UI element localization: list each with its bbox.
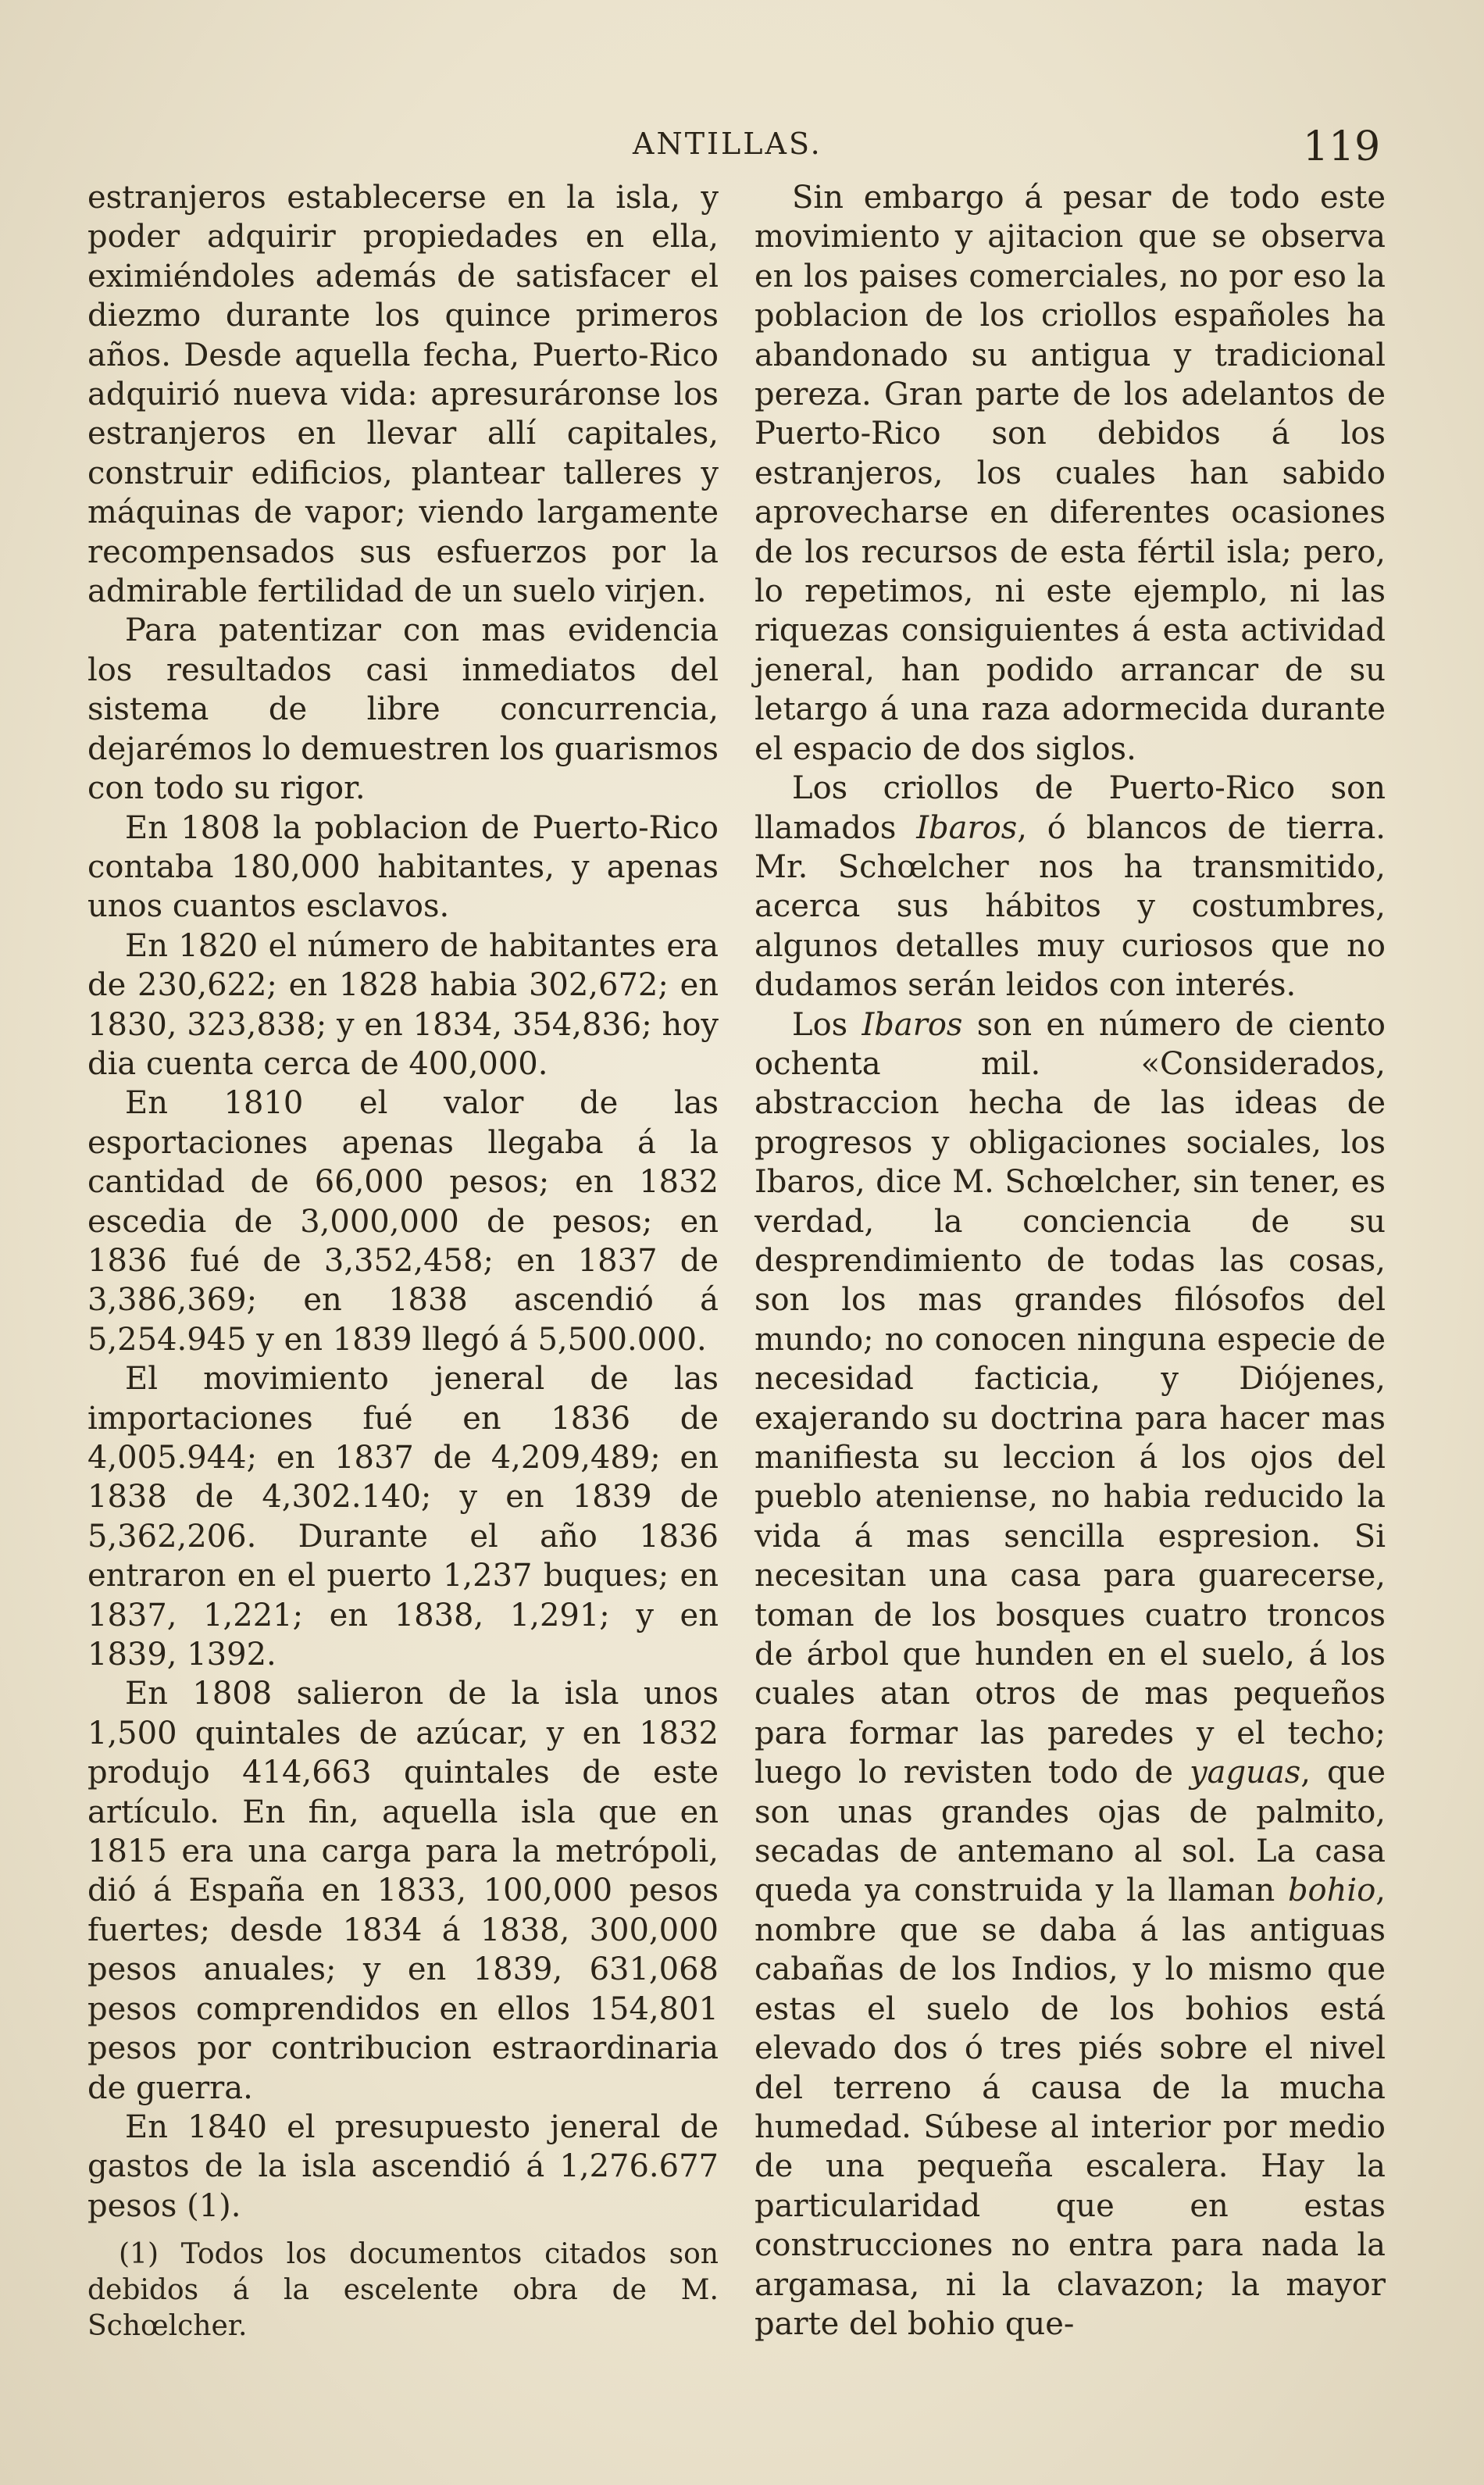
italic-term: yaguas <box>1190 1755 1301 1791</box>
left-column <box>87 178 719 2344</box>
paragraph: estranjeros establecerse en la isla, y poder adquirir propiedades en ella, eximiéndoles además de satisfacer el diezmo durante los quince primeros años. Desde aquella fecha, Puerto-Rico adquirió nueva vida: apresuráronse los estranjeros en llevar allí capitales, construir edificios, plantear talleres y máquinas de vapor; viendo largamente recompensados sus esfuerzos por la admirable fertilidad de un suelo virjen. <box>87 180 719 610</box>
text-run: , nombre que se daba á las antiguas cabañas de los Indios, y lo mismo que estas el suelo de los bohios está elevado dos ó tres piés sobre el nivel del terreno á causa de la mucha humedad. Súbese al interior por medio de una pequeña escalera. Hay la particularidad que en estas construcciones no entra para nada la argamasa, ni la clavazon; la mayor parte del bohio que- <box>754 1873 1386 2342</box>
text-run: Los criollos de Puerto-Rico son llamados <box>754 770 1386 846</box>
paragraph: En 1808 la poblacion de Puerto-Rico contaba 180,000 habitantes, y apenas unos cuantos esclavos. <box>87 809 719 925</box>
italic-term: Ibaros <box>916 809 1018 846</box>
paragraph: Sin embargo á pesar de todo este movimiento y ajitacion que se observa en los paises comerciales, no por eso la poblacion de los criollos españoles ha abandonado su antigua y tradicional pereza. Gran parte de los adelantos de Puerto-Rico son debidos á los estranjeros, los cuales han sabido aprovecharse en diferentes ocasiones de los recursos de esta fértil isla; pero, lo repetimos, ni este ejemplo, ni las riquezas consiguientes á esta actividad jeneral, han podido arrancar de su letargo á una raza adormecida durante el espacio de dos siglos. <box>754 180 1386 767</box>
text-run: , ó blancos de tierra. Mr. Schœlcher nos ha transmitido, acerca sus hábitos y costumbres, algunos detalles muy curiosos que no dudamos serán leidos con interés. <box>754 809 1386 1004</box>
running-title: ANTILLAS. <box>633 127 822 161</box>
paragraph: El movimiento jeneral de las importaciones fué en 1836 de 4,005.944; en 1837 de 4,209,489; en 1838 de 4,302.140; y en 1839 de 5,362,206. Durante el año 1836 entraron en el puerto 1,237 buques; en 1837, 1,221; en 1838, 1,291; y en 1839, 1392. <box>87 1361 719 1673</box>
italic-term: Ibaros <box>862 1006 963 1043</box>
paragraph: Para patentizar con mas evidencia los resultados casi inmediatos del sistema de libre concurrencia, dejarémos lo demuestren los guarismos con todo su rigor. <box>87 612 719 807</box>
right-column <box>754 178 1386 2344</box>
running-header <box>0 123 1484 170</box>
page-number: 119 <box>1303 123 1381 170</box>
paragraph <box>754 1005 1386 2344</box>
text-run: Los <box>792 1006 862 1043</box>
paragraph <box>754 769 1386 1005</box>
footnote: (1) Todos los documentos citados son debidos á la escelente obra de M. Schœlcher. <box>87 2238 719 2343</box>
text-run: son en número de ciento ochenta mil. «Considerados, abstraccion hecha de las ideas de progresos y obligaciones sociales, los Ibaros, dice M. Schœlcher, sin tener, es verdad, la conciencia de su desprendimiento de todas las cosas, son los mas grandes filósofos del mundo; no conocen ninguna especie de necesidad facticia, y Diójenes, exajerando su doctrina para hacer mas manifiesta su leccion á los ojos del pueblo ateniense, no habia reducido la vida á mas sencilla espresion. Si necesitan una casa para guarecerse, toman de los bosques cuatro troncos de árbol que hunden en el suelo, á los cuales atan otros de mas pequeños para formar las paredes y el techo; luego lo revisten todo de <box>754 1006 1386 1791</box>
paragraph: En 1808 salieron de la isla unos 1,500 quintales de azúcar, y en 1832 produjo 414,663 quintales de este artículo. En fin, aquella isla que en 1815 era una carga para la metrópoli, dió á España en 1833, 100,000 pesos fuertes; desde 1834 á 1838, 300,000 pesos anuales; y en 1839, 631,068 pesos comprendidos en ellos 154,801 pesos por contribucion estraordinaria de guerra. <box>87 1676 719 2106</box>
text-run: , que son unas grandes ojas de palmito, secadas de antemano al sol. La casa queda ya construida y la llaman <box>754 1755 1386 1909</box>
paragraph: En 1810 el valor de las esportaciones apenas llegaba á la cantidad de 66,000 pesos; en 1832 escedia de 3,000,000 de pesos; en 1836 fué de 3,352,458; en 1837 de 3,386,369; en 1838 ascendió á 5,254.945 y en 1839 llegó á 5,500.000. <box>87 1085 719 1358</box>
paragraph: En 1820 el número de habitantes era de 230,622; en 1828 habia 302,672; en 1830, 323,838; y en 1834, 354,836; hoy dia cuenta cerca de 400,000. <box>87 927 719 1082</box>
italic-term: bohio <box>1287 1873 1376 1909</box>
paragraph: En 1840 el presupuesto jeneral de gastos de la isla ascendió á 1,276.677 pesos (1). <box>87 2108 719 2224</box>
